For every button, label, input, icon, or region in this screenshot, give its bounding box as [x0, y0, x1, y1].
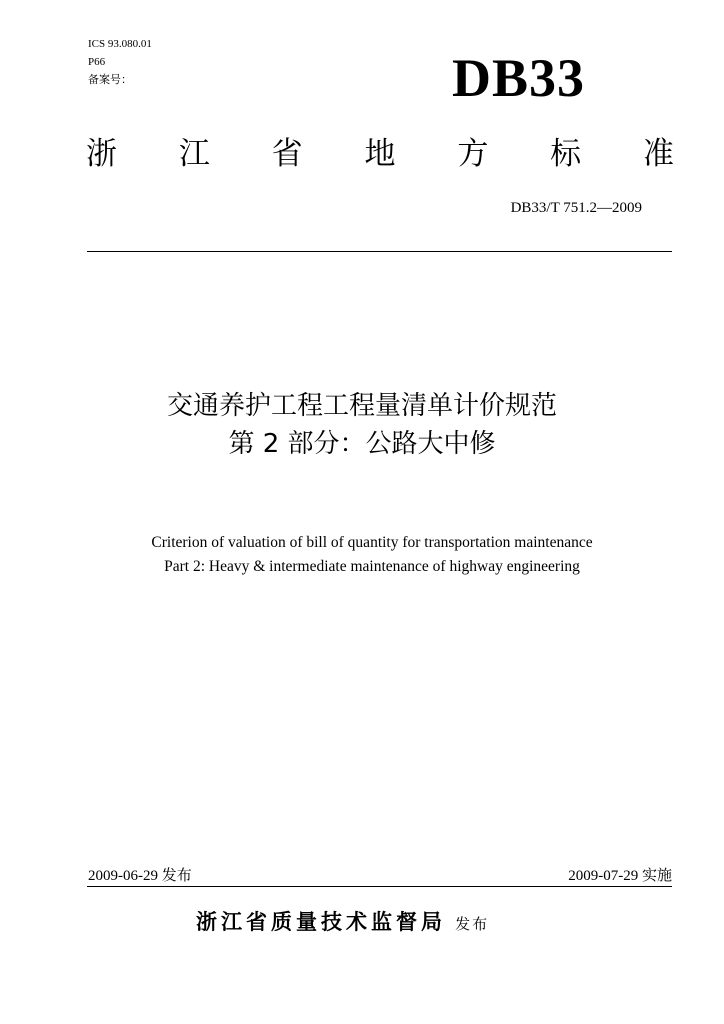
- title-en-line2: Part 2: Heavy & intermediate maintenance of highway engineering: [164, 558, 580, 575]
- standard-type-char: 标: [550, 136, 582, 172]
- issue-date-block: [88, 864, 192, 887]
- standard-type-char: 江: [178, 136, 210, 172]
- ics-code: ICS 93.080.01: [88, 38, 152, 50]
- issuer-suffix: 发布: [455, 915, 490, 933]
- standard-code-logo: DB33: [452, 48, 586, 108]
- standard-type-char: 地: [364, 136, 396, 172]
- implement-date-block: [568, 864, 672, 887]
- implement-date: 2009-07-29: [568, 868, 639, 884]
- issuer-block: [196, 906, 489, 936]
- title-en-line1: Criterion of valuation of bill of quantity for transportation maintenance: [151, 534, 593, 551]
- standard-type-char: 浙: [86, 136, 117, 172]
- standard-type-char: 方: [457, 136, 489, 172]
- title-cn-line2: 第 2 部分：公路大中修: [228, 429, 496, 459]
- filing-number-label: 备案号：: [88, 73, 132, 86]
- standard-type-char: 准: [642, 136, 674, 172]
- standard-type-heading: [86, 132, 674, 176]
- implement-label: 实施: [641, 866, 672, 884]
- issuer-name: 浙江省质量技术监督局: [196, 910, 446, 934]
- title-cn-line1: 交通养护工程工程量清单计价规范: [166, 391, 557, 421]
- standard-type-char: 省: [271, 136, 303, 172]
- bottom-divider: [87, 886, 672, 887]
- issue-date: 2009-06-29: [88, 868, 158, 884]
- standard-number: DB33/T 751.2—2009: [510, 200, 642, 216]
- top-divider: [87, 251, 672, 252]
- issue-label: 发布: [161, 866, 192, 884]
- ccs-code: P66: [88, 56, 106, 68]
